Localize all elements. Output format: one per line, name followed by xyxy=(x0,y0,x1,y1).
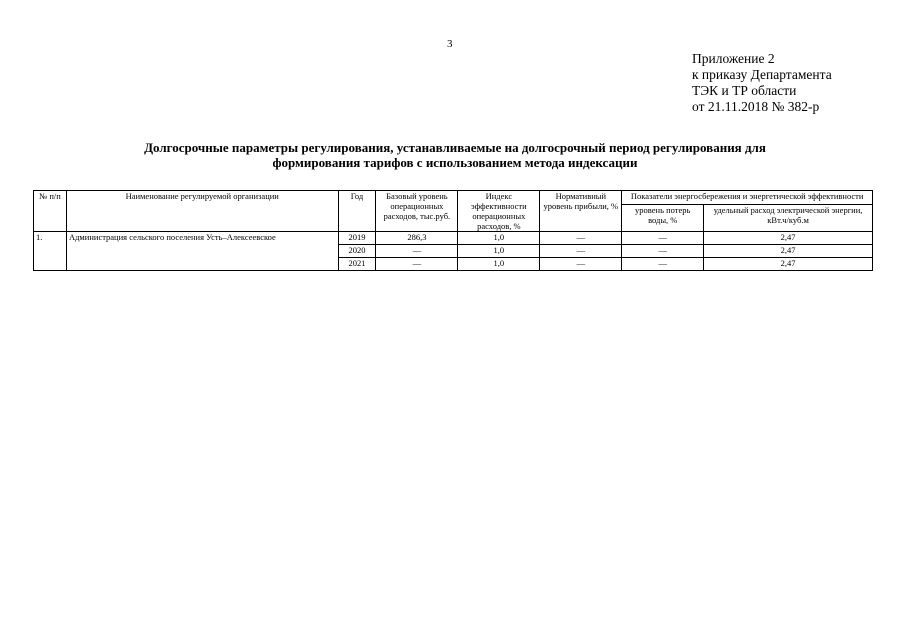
appendix-line: к приказу Департамента xyxy=(692,67,832,82)
header-energy-group: Показатели энергосбережения и энергетической эффективности xyxy=(622,191,873,205)
header-base-expenses: Базовый уровень операционных расходов, тыс.руб. xyxy=(376,191,458,232)
cell-base-expenses: — xyxy=(376,258,458,271)
cell-year: 2021 xyxy=(338,258,376,271)
page-number: 3 xyxy=(447,38,453,50)
header-efficiency-index: Индекс эффективности операционных расходов, % xyxy=(458,191,540,232)
appendix-line: Приложение 2 xyxy=(692,51,775,66)
cell-energy-consumption: 2,47 xyxy=(704,258,873,271)
header-organization: Наименование регулируемой организации xyxy=(66,191,338,232)
cell-year: 2020 xyxy=(338,245,376,258)
cell-water-losses: — xyxy=(622,258,704,271)
title-line: Долгосрочные параметры регулирования, устанавливаемые на долгосрочный период регулирования для xyxy=(144,140,766,155)
header-water-losses: уровень потерь воды, % xyxy=(622,205,704,232)
header-year: Год xyxy=(338,191,376,232)
appendix-line: ТЭК и ТР области xyxy=(692,83,797,98)
cell-year: 2019 xyxy=(338,232,376,245)
appendix-line: от 21.11.2018 № 382-р xyxy=(692,99,820,114)
cell-efficiency-index: 1,0 xyxy=(458,245,540,258)
cell-efficiency-index: 1,0 xyxy=(458,258,540,271)
cell-energy-consumption: 2,47 xyxy=(704,232,873,245)
cell-water-losses: — xyxy=(622,232,704,245)
cell-efficiency-index: 1,0 xyxy=(458,232,540,245)
parameters-table xyxy=(33,190,873,271)
cell-base-expenses: — xyxy=(376,245,458,258)
header-num: № п/п xyxy=(34,191,67,232)
table-row xyxy=(34,232,873,245)
cell-profit-level: — xyxy=(540,232,622,245)
cell-num: 1. xyxy=(34,232,67,271)
cell-energy-consumption: 2,47 xyxy=(704,245,873,258)
appendix-block xyxy=(692,51,832,115)
cell-water-losses: — xyxy=(622,245,704,258)
document-title xyxy=(60,140,850,170)
header-profit-level: Нормативный уровень прибыли, % xyxy=(540,191,622,232)
header-energy-consumption: удельный расход электрической энергии, кВт.ч/куб.м xyxy=(704,205,873,232)
cell-profit-level: — xyxy=(540,258,622,271)
cell-base-expenses: 286,3 xyxy=(376,232,458,245)
title-line: формирования тарифов с использованием метода индексации xyxy=(272,155,638,170)
cell-profit-level: — xyxy=(540,245,622,258)
cell-organization: Администрация сельского поселения Усть–Алексеевское xyxy=(66,232,338,271)
